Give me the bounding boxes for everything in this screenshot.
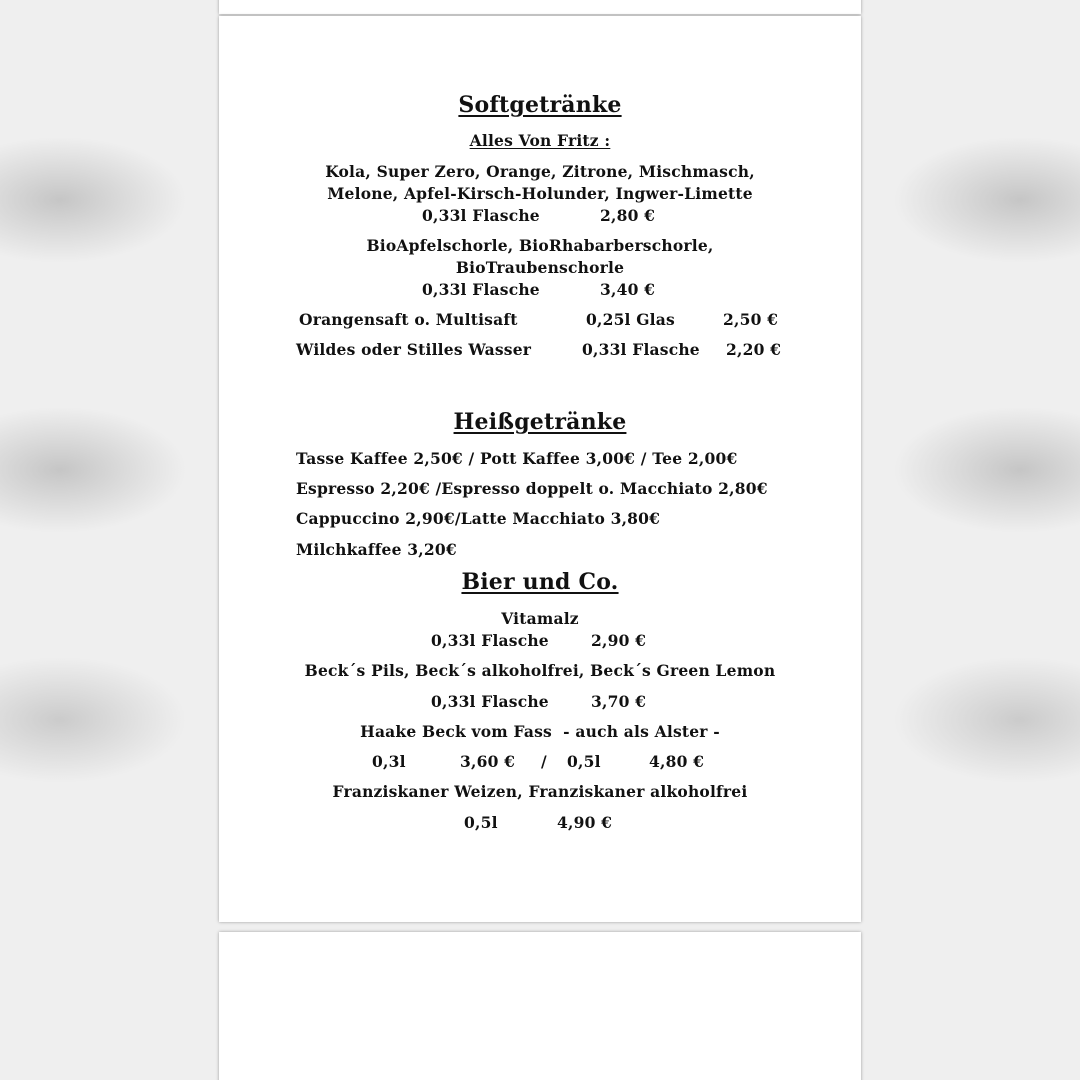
- franziskaner-price-row: [219, 813, 861, 833]
- franziskaner-price: 4,90 €: [557, 813, 613, 832]
- section-title-softdrinks: Softgetränke: [458, 92, 622, 118]
- fritz-flavors-line-1: Kola, Super Zero, Orange, Zitrone, Mischmasch,: [325, 162, 755, 181]
- vitamalz-price-row: [219, 631, 861, 651]
- previous-page: [219, 0, 861, 14]
- vitamalz-price: 2,90 €: [591, 631, 647, 650]
- juice-row: [219, 310, 861, 330]
- water-name: Wildes oder Stilles Wasser: [296, 340, 532, 359]
- haake-large-size: 0,5l: [567, 752, 601, 771]
- bio-price-row: [219, 280, 861, 300]
- vitamalz-name: Vitamalz: [501, 609, 579, 628]
- franziskaner-size: 0,5l: [464, 813, 498, 832]
- fritz-size: 0,33l Flasche: [422, 206, 540, 225]
- hotdrinks-line-4: Milchkaffee 3,20€: [296, 540, 457, 559]
- hotdrinks-line-1: Tasse Kaffee 2,50€ / Pott Kaffee 3,00€ / Tee 2,00€: [296, 449, 738, 468]
- becks-name: Beck´s Pils, Beck´s alkoholfrei, Beck´s Green Lemon: [304, 661, 776, 680]
- water-price: 2,20 €: [726, 340, 782, 359]
- haake-small-size: 0,3l: [372, 752, 406, 771]
- juice-name: Orangensaft o. Multisaft: [299, 310, 518, 329]
- hotdrinks-line-3: Cappuccino 2,90€/Latte Macchiato 3,80€: [296, 509, 661, 528]
- haake-price-row: [219, 752, 861, 772]
- section-title-hotdrinks: Heißgetränke: [453, 409, 627, 435]
- haake-small-price: 3,60 €: [460, 752, 516, 771]
- haake-name: Haake Beck vom Fass - auch als Alster -: [360, 722, 720, 741]
- becks-size: 0,33l Flasche: [431, 692, 549, 711]
- bio-size: 0,33l Flasche: [422, 280, 540, 299]
- fritz-flavors-line-2: Melone, Apfel-Kirsch-Holunder, Ingwer-Limette: [327, 184, 753, 203]
- haake-separator: /: [541, 752, 547, 771]
- menu-page: [219, 16, 861, 922]
- next-page: [219, 932, 861, 1080]
- fritz-subtitle-row: [219, 131, 861, 150]
- juice-size: 0,25l Glas: [586, 310, 675, 329]
- section-title-beer: Bier und Co.: [461, 569, 619, 595]
- hotdrinks-line-2: Espresso 2,20€ /Espresso doppelt o. Macchiato 2,80€: [296, 479, 768, 498]
- haake-large-price: 4,80 €: [649, 752, 705, 771]
- becks-price: 3,70 €: [591, 692, 647, 711]
- water-row: [219, 340, 861, 360]
- bio-line-1: BioApfelschorle, BioRhabarberschorle,: [366, 236, 714, 255]
- juice-price: 2,50 €: [723, 310, 779, 329]
- bio-price: 3,40 €: [600, 280, 656, 299]
- fritz-subtitle: Alles Von Fritz :: [469, 131, 611, 150]
- bio-line-2: BioTraubenschorle: [455, 258, 625, 277]
- fritz-price-row: [219, 206, 861, 226]
- becks-price-row: [219, 692, 861, 712]
- fritz-price: 2,80 €: [600, 206, 656, 225]
- franziskaner-name: Franziskaner Weizen, Franziskaner alkoholfrei: [332, 782, 748, 801]
- vitamalz-size: 0,33l Flasche: [431, 631, 549, 650]
- water-size: 0,33l Flasche: [582, 340, 700, 359]
